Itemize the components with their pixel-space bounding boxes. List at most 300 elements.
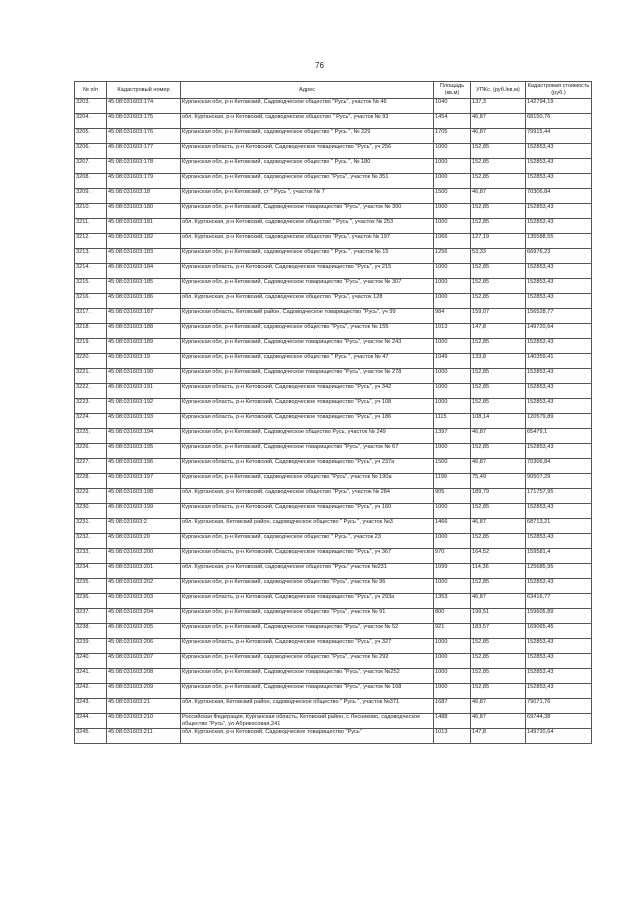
cell-area: 1013 — [434, 324, 471, 339]
cell-area: 1000 — [434, 204, 471, 219]
cell-num: 3204. — [75, 114, 107, 129]
cell-cadastral: 45:08:031603:197 — [107, 474, 181, 489]
cell-area: 1000 — [434, 279, 471, 294]
cell-address: Курганская обл, р-н Кетовский, Садоводческое товарищество "Русь", участок №252 — [181, 669, 434, 684]
cell-address: Курганская обл, р-н Кетовский, садоводческое общество " Русь ", № 229 — [181, 129, 434, 144]
table-row — [75, 579, 592, 594]
cell-num: 3232. — [75, 534, 107, 549]
cell-area: 1013 — [434, 729, 471, 744]
cell-cadastral: 45:08:031603:207 — [107, 654, 181, 669]
cell-address: Курганская обл, р-н Кетовский, Садоводческое общество "Русь", участок № 46 — [181, 99, 434, 114]
cell-num: 3233. — [75, 549, 107, 564]
cell-area: 1115 — [434, 414, 471, 429]
table-row — [75, 219, 592, 234]
table-row — [75, 729, 592, 744]
cell-upks: 164,52 — [471, 549, 526, 564]
cell-cadastral: 45:08:031603:185 — [107, 279, 181, 294]
cell-num: 3243. — [75, 699, 107, 714]
cell-area: 1066 — [434, 234, 471, 249]
cell-area: 1040 — [434, 99, 471, 114]
cell-area: 1000 — [434, 159, 471, 174]
cell-upks: 152,85 — [471, 174, 526, 189]
cell-area: 1000 — [434, 384, 471, 399]
table-row — [75, 714, 592, 729]
cell-area: 1454 — [434, 114, 471, 129]
cell-address: Курганская обл, р-н Кетовский, Садоводческое общество Русь, участок № 249 — [181, 429, 434, 444]
cell-cadastral: 45:08:031603:179 — [107, 174, 181, 189]
cell-address: обл. Курганская, р-н Кетовский, садоводческое общество "Русь" участок №231 — [181, 564, 434, 579]
table-row — [75, 399, 592, 414]
cell-address: Курганская обл, р-н Кетовский, Садоводческое товарищество "Русь", участок № 278 — [181, 369, 434, 384]
cell-num: 3205. — [75, 129, 107, 144]
cell-upks: 152,85 — [471, 399, 526, 414]
table-row — [75, 669, 592, 684]
cell-cost: 68150,76 — [526, 114, 592, 129]
cell-address: обл. Курганская, Кетовский район, садоводческое общество " Русь ", участок №371 — [181, 699, 434, 714]
table-row — [75, 459, 592, 474]
cell-num: 3237. — [75, 609, 107, 624]
cell-num: 3223. — [75, 399, 107, 414]
cell-address: Курганская обл, р-н Кетовский, садоводческое общество "Русь", участок № 292 — [181, 654, 434, 669]
cell-area: 1000 — [434, 339, 471, 354]
cell-address: обл. Курганская, р-н Кетовский, Садоводческое товарищество "Русь" — [181, 729, 434, 744]
table-row — [75, 414, 592, 429]
cell-cadastral: 45:08:031603:210 — [107, 714, 181, 729]
cell-num: 3226. — [75, 444, 107, 459]
cell-address: обл. Курганская, р-н Кетовский, садоводческое общество "Русь", участок 128 — [181, 294, 434, 309]
cell-area: 1000 — [434, 369, 471, 384]
table-row — [75, 699, 592, 714]
cell-cadastral: 45:08:031603:209 — [107, 684, 181, 699]
cell-num: 3214. — [75, 264, 107, 279]
cell-upks: 152,85 — [471, 579, 526, 594]
table-row — [75, 534, 592, 549]
cell-area: 1500 — [434, 189, 471, 204]
cell-area: 1488 — [434, 714, 471, 729]
cell-num: 3221. — [75, 369, 107, 384]
cell-area: 1256 — [434, 249, 471, 264]
cell-cadastral: 45:08:031603:192 — [107, 399, 181, 414]
cell-address: Курганская обл, р-н Кетовский, садоводческое общество "Русь", участок № 351 — [181, 174, 434, 189]
cell-cadastral: 45:08:031603:195 — [107, 444, 181, 459]
cell-cost: 152853,43 — [526, 339, 592, 354]
cell-cost: 152853,43 — [526, 279, 592, 294]
cell-address: Курганская обл, р-н Кетовский, садоводческое общество " Русь ", участок 23 — [181, 534, 434, 549]
cell-cadastral: 45:08:031603:208 — [107, 669, 181, 684]
page-number: 76 — [315, 61, 324, 70]
cell-area: 1000 — [434, 144, 471, 159]
cell-area: 1353 — [434, 594, 471, 609]
table-row — [75, 279, 592, 294]
cell-area: 1000 — [434, 654, 471, 669]
cell-upks: 152,85 — [471, 369, 526, 384]
cell-cost: 152853,43 — [526, 144, 592, 159]
cell-cadastral: 45:08:031603:184 — [107, 264, 181, 279]
cell-cadastral: 45:08:031603:178 — [107, 159, 181, 174]
cell-address: Курганская обл, р-н Кетовский, садоводческое общество " Русь ", участок № 47 — [181, 354, 434, 369]
cell-cadastral: 45:08:031603:193 — [107, 414, 181, 429]
cell-cost: 66976,23 — [526, 249, 592, 264]
cell-area: 921 — [434, 624, 471, 639]
cell-upks: 152,85 — [471, 639, 526, 654]
cell-num: 3213. — [75, 249, 107, 264]
cell-upks: 127,19 — [471, 234, 526, 249]
cell-upks: 152,85 — [471, 279, 526, 294]
cell-area: 800 — [434, 609, 471, 624]
cell-cost: 140359,41 — [526, 354, 592, 369]
cell-upks: 46,87 — [471, 519, 526, 534]
cell-address: Курганская область, р-н Кетовский, Садоводческое товарищество "Русь", уч 256 — [181, 144, 434, 159]
cell-cadastral: 45:08:031603:205 — [107, 624, 181, 639]
cell-upks: 199,51 — [471, 609, 526, 624]
table-row — [75, 189, 592, 204]
cell-area: 1000 — [434, 669, 471, 684]
cell-cadastral: 45:08:031603:204 — [107, 609, 181, 624]
cell-upks: 114,36 — [471, 564, 526, 579]
cell-cost: 79915,44 — [526, 129, 592, 144]
cell-cadastral: 45:08:031603:211 — [107, 729, 181, 744]
cell-upks: 53,33 — [471, 249, 526, 264]
table-row — [75, 249, 592, 264]
table-row — [75, 444, 592, 459]
cell-cost: 65479,1 — [526, 429, 592, 444]
cell-area: 1705 — [434, 129, 471, 144]
cell-upks: 46,87 — [471, 714, 526, 729]
cell-upks: 152,85 — [471, 654, 526, 669]
table-row — [75, 519, 592, 534]
cell-upks: 152,85 — [471, 219, 526, 234]
cell-address: Курганская область, р-н Кетовский, Садоводческое товарищество "Русь", уч 293а — [181, 594, 434, 609]
cell-num: 3242. — [75, 684, 107, 699]
cell-address: Курганская область, р-н Кетовский, Садоводческое товарищество "Русь", уч 215 — [181, 264, 434, 279]
cell-area: 1000 — [434, 534, 471, 549]
cell-cadastral: 45:08:031603:194 — [107, 429, 181, 444]
cell-upks: 46,87 — [471, 459, 526, 474]
cell-cost: 90507,29 — [526, 474, 592, 489]
cell-cadastral: 45:08:031603:200 — [107, 549, 181, 564]
header-cadastral: Кадастровый номер — [107, 82, 181, 99]
cadastral-table — [74, 81, 592, 744]
table-row — [75, 654, 592, 669]
table-row — [75, 294, 592, 309]
cell-cadastral: 45:08:031603:202 — [107, 579, 181, 594]
cell-cost: 152853,43 — [526, 264, 592, 279]
table-row — [75, 159, 592, 174]
cell-num: 3235. — [75, 579, 107, 594]
cell-area: 1049 — [434, 354, 471, 369]
cell-upks: 46,87 — [471, 114, 526, 129]
cell-num: 3203. — [75, 99, 107, 114]
cell-upks: 152,85 — [471, 159, 526, 174]
cell-cost: 152853,43 — [526, 579, 592, 594]
cell-cost: 120579,89 — [526, 414, 592, 429]
table-header-row — [75, 82, 592, 99]
cell-cost: 68713,21 — [526, 519, 592, 534]
cell-address: Курганская обл, р-н Кетовский, садоводческое общество " Русь ", № 180 — [181, 159, 434, 174]
cell-num: 3231. — [75, 519, 107, 534]
cell-address: Курганская область, р-н Кетовский, Садоводческое товарищество "Русь", уч 237а — [181, 459, 434, 474]
cell-area: 1000 — [434, 294, 471, 309]
cell-area: 1000 — [434, 504, 471, 519]
cell-cost: 152853,43 — [526, 219, 592, 234]
cell-num: 3209. — [75, 189, 107, 204]
cell-area: 1000 — [434, 264, 471, 279]
cell-cost: 152853,43 — [526, 534, 592, 549]
cell-cadastral: 45:08:031603:198 — [107, 489, 181, 504]
cell-upks: 75,49 — [471, 474, 526, 489]
cell-address: Курганская обл, р-н Кетовский, садоводческое общество "Русь", участок № 155 — [181, 324, 434, 339]
cell-area: 970 — [434, 549, 471, 564]
cell-num: 3240. — [75, 654, 107, 669]
table-row — [75, 99, 592, 114]
cell-cost: 152853,43 — [526, 174, 592, 189]
cell-upks: 152,85 — [471, 204, 526, 219]
header-num: № п/п — [75, 82, 107, 99]
table-row — [75, 339, 592, 354]
cell-upks: 159,07 — [471, 309, 526, 324]
table-row — [75, 489, 592, 504]
cell-cost: 152853,43 — [526, 294, 592, 309]
header-cost: Кадастровая стоимость (руб.) — [526, 82, 592, 99]
cell-address: Курганская область, р-н Кетовский, Садоводческое товарищество "Русь", уч 186 — [181, 414, 434, 429]
table-row — [75, 309, 592, 324]
cell-area: 1397 — [434, 429, 471, 444]
cell-cadastral: 45:08:031603:187 — [107, 309, 181, 324]
cell-upks: 152,85 — [471, 264, 526, 279]
table-body — [75, 99, 592, 744]
cell-upks: 152,85 — [471, 684, 526, 699]
cell-cadastral: 45:08:031603:189 — [107, 339, 181, 354]
cell-cadastral: 45:08:031603:180 — [107, 204, 181, 219]
cell-num: 3239. — [75, 639, 107, 654]
cell-num: 3207. — [75, 159, 107, 174]
cell-num: 3225. — [75, 429, 107, 444]
cell-num: 3230. — [75, 504, 107, 519]
cell-cadastral: 45:08:031603:20 — [107, 534, 181, 549]
table-row — [75, 549, 592, 564]
cell-num: 3236. — [75, 594, 107, 609]
cell-num: 3234. — [75, 564, 107, 579]
cell-cost: 152853,43 — [526, 369, 592, 384]
cell-upks: 152,85 — [471, 534, 526, 549]
table-row — [75, 429, 592, 444]
cell-cadastral: 45:08:031603:181 — [107, 219, 181, 234]
cell-num: 3218. — [75, 324, 107, 339]
table-row — [75, 624, 592, 639]
cell-address: Курганская обл, р-н Кетовский, садоводческое общество "Русь", участок № 96 — [181, 579, 434, 594]
cell-cost: 152853,43 — [526, 504, 592, 519]
cell-cost: 152853,43 — [526, 204, 592, 219]
cell-cost: 169065,45 — [526, 624, 592, 639]
cell-cost: 156528,77 — [526, 309, 592, 324]
cell-address: Российская Федерация, Курганская область, Кетовский район, с Лесниково, садоводческое общество "Русь", ул.Абрикосовая,241 — [181, 714, 434, 729]
cell-num: 3219. — [75, 339, 107, 354]
cell-cost: 152853,43 — [526, 444, 592, 459]
cell-upks: 46,87 — [471, 594, 526, 609]
cell-cadastral: 45:08:031603:183 — [107, 249, 181, 264]
cell-cadastral: 45:08:031603:191 — [107, 384, 181, 399]
cell-cadastral: 45:08:031603:206 — [107, 639, 181, 654]
table-row — [75, 234, 592, 249]
cell-upks: 152,85 — [471, 339, 526, 354]
cell-upks: 147,8 — [471, 729, 526, 744]
cell-cadastral: 45:08:031603:201 — [107, 564, 181, 579]
cell-upks: 46,87 — [471, 699, 526, 714]
table-row — [75, 114, 592, 129]
cell-address: обл. Курганская, Кетовский район, садоводческое общество " Русь ", участок №3 — [181, 519, 434, 534]
cell-address: Курганская область, р-н Кетовский, Садоводческое товарищество "Русь", уч 342 — [181, 384, 434, 399]
cell-address: Курганская обл, р-н Кетовский, садоводческое общество " Русь ", участок № 15 — [181, 249, 434, 264]
cell-address: обл. Курганская, р-н Кетовский, садоводческое общество " Русь ", участок № 253 — [181, 219, 434, 234]
cell-area: 905 — [434, 489, 471, 504]
cell-cost: 171757,95 — [526, 489, 592, 504]
table-row — [75, 324, 592, 339]
cell-address: Курганская обл, р-н Кетовский, Садоводческое товарищество "Русь", участок № 300 — [181, 204, 434, 219]
cell-cadastral: 45:08:031603:19 — [107, 354, 181, 369]
cell-cadastral: 45:08:031603:2 — [107, 519, 181, 534]
cell-address: Курганская обл, р-н Кетовский, Садоводческое товарищество "Русь", участок № 52 — [181, 624, 434, 639]
cell-address: Курганская обл, р-н Кетовский, садоводческое общество "Русь", участок № 91 — [181, 609, 434, 624]
cell-area: 1000 — [434, 399, 471, 414]
cell-num: 3208. — [75, 174, 107, 189]
cell-upks: 152,85 — [471, 294, 526, 309]
cell-upks: 108,14 — [471, 414, 526, 429]
cell-area: 1500 — [434, 459, 471, 474]
cell-num: 3212. — [75, 234, 107, 249]
cell-cost: 149720,64 — [526, 324, 592, 339]
cell-cadastral: 45:08:031603:186 — [107, 294, 181, 309]
cell-upks: 152,85 — [471, 504, 526, 519]
table-row — [75, 204, 592, 219]
table-row — [75, 594, 592, 609]
cell-address: Курганская обл, р-н Кетовский, Садоводческое товарищество "Русь", участок № 307 — [181, 279, 434, 294]
cell-num: 3210. — [75, 204, 107, 219]
cell-area: 1466 — [434, 519, 471, 534]
cell-upks: 46,87 — [471, 129, 526, 144]
cell-upks: 137,3 — [471, 99, 526, 114]
cell-cost: 159605,89 — [526, 609, 592, 624]
cell-num: 3216. — [75, 294, 107, 309]
cell-cost: 149720,64 — [526, 729, 592, 744]
cell-address: Курганская обл, р-н Кетовский, ст " Русь ", участок № 7 — [181, 189, 434, 204]
cell-cadastral: 45:08:031603:188 — [107, 324, 181, 339]
cell-upks: 46,87 — [471, 189, 526, 204]
cell-upks: 133,8 — [471, 354, 526, 369]
cell-num: 3206. — [75, 144, 107, 159]
table-row — [75, 684, 592, 699]
cell-cadastral: 45:08:031603:190 — [107, 369, 181, 384]
cell-area: 1000 — [434, 174, 471, 189]
cell-cadastral: 45:08:031603:196 — [107, 459, 181, 474]
cell-cadastral: 45:08:031603:177 — [107, 144, 181, 159]
header-address: Адрес — [181, 82, 434, 99]
table-row — [75, 474, 592, 489]
cell-cost: 70306,84 — [526, 189, 592, 204]
cell-upks: 152,85 — [471, 444, 526, 459]
cell-num: 3215. — [75, 279, 107, 294]
cell-address: обл. Курганская, р-н Кетовский, садоводческое общество " Русь", участок № 93 — [181, 114, 434, 129]
cell-upks: 152,85 — [471, 669, 526, 684]
cell-cadastral: 45:08:031603:175 — [107, 114, 181, 129]
cell-upks: 189,79 — [471, 489, 526, 504]
cell-num: 3222. — [75, 384, 107, 399]
cell-cost: 142794,19 — [526, 99, 592, 114]
cell-cost: 152853,43 — [526, 384, 592, 399]
cell-area: 984 — [434, 309, 471, 324]
cell-area: 1000 — [434, 639, 471, 654]
cell-cadastral: 45:08:031603:182 — [107, 234, 181, 249]
cell-cost: 152853,43 — [526, 399, 592, 414]
cell-address: Курганская область, р-н Кетовский, Садоводческое товарищество "Русь", уч 367 — [181, 549, 434, 564]
cell-address: обл. Курганская, р-н Кетовский, садоводческое общество "Русь", участок № 284 — [181, 489, 434, 504]
cell-area: 1000 — [434, 579, 471, 594]
cell-area: 1199 — [434, 474, 471, 489]
cell-num: 3224. — [75, 414, 107, 429]
cell-area: 1687 — [434, 699, 471, 714]
table-row — [75, 609, 592, 624]
table-row — [75, 639, 592, 654]
cell-cadastral: 45:08:031603:203 — [107, 594, 181, 609]
cell-upks: 152,85 — [471, 144, 526, 159]
table-row — [75, 174, 592, 189]
cell-cost: 79071,76 — [526, 699, 592, 714]
cell-address: Курганская область, р-н Кетовский, Садоводческое товарищество "Русь", уч 327 — [181, 639, 434, 654]
cell-cost: 135588,55 — [526, 234, 592, 249]
table-row — [75, 264, 592, 279]
cell-upks: 152,85 — [471, 384, 526, 399]
cell-num: 3238. — [75, 624, 107, 639]
cell-num: 3244. — [75, 714, 107, 729]
cell-cadastral: 45:08:031603:176 — [107, 129, 181, 144]
cell-cost: 152853,43 — [526, 669, 592, 684]
cell-cadastral: 45:08:031603:174 — [107, 99, 181, 114]
header-area: Площадь (кв.м) — [434, 82, 471, 99]
cell-address: Курганская обл, р-н Кетовский, Садоводческое товарищество "Русь", участок № 243 — [181, 339, 434, 354]
cell-cadastral: 45:08:031603:199 — [107, 504, 181, 519]
cell-num: 3245. — [75, 729, 107, 744]
table-row — [75, 354, 592, 369]
cell-num: 3229. — [75, 489, 107, 504]
cell-num: 3227. — [75, 459, 107, 474]
cell-upks: 147,8 — [471, 324, 526, 339]
cell-cost: 63416,77 — [526, 594, 592, 609]
cell-cost: 70306,84 — [526, 459, 592, 474]
table-row — [75, 144, 592, 159]
cell-area: 1000 — [434, 444, 471, 459]
cell-address: Курганская область, Кетовский район, Садоводческое товарищество "Русь", уч 99 — [181, 309, 434, 324]
header-upks: УПКс. (руб./кв.м) — [471, 82, 526, 99]
table-row — [75, 129, 592, 144]
cell-num: 3228. — [75, 474, 107, 489]
table-row — [75, 369, 592, 384]
cell-address: Курганская обл, р-н Кетовский, Садоводческое товарищество "Русь", участок № 168 — [181, 684, 434, 699]
table-row — [75, 564, 592, 579]
cell-num: 3217. — [75, 309, 107, 324]
cell-num: 3241. — [75, 669, 107, 684]
cell-area: 1099 — [434, 564, 471, 579]
cell-cost: 152853,43 — [526, 654, 592, 669]
cell-cost: 69744,38 — [526, 714, 592, 729]
cell-address: обл. Курганская, р-н Кетовский, садоводческое общество "Русь", участок № 197 — [181, 234, 434, 249]
cell-address: Курганская область, р-н Кетовский, Садоводческое товарищество "Русь", уч 108 — [181, 399, 434, 414]
table-row — [75, 504, 592, 519]
cell-address: Курганская область, р-н Кетовский, Садоводческое товарищество "Русь", уч 160 — [181, 504, 434, 519]
cell-cost: 159581,4 — [526, 549, 592, 564]
cell-cost: 152853,43 — [526, 159, 592, 174]
cell-cost: 125685,95 — [526, 564, 592, 579]
cell-area: 1000 — [434, 684, 471, 699]
table-row — [75, 384, 592, 399]
